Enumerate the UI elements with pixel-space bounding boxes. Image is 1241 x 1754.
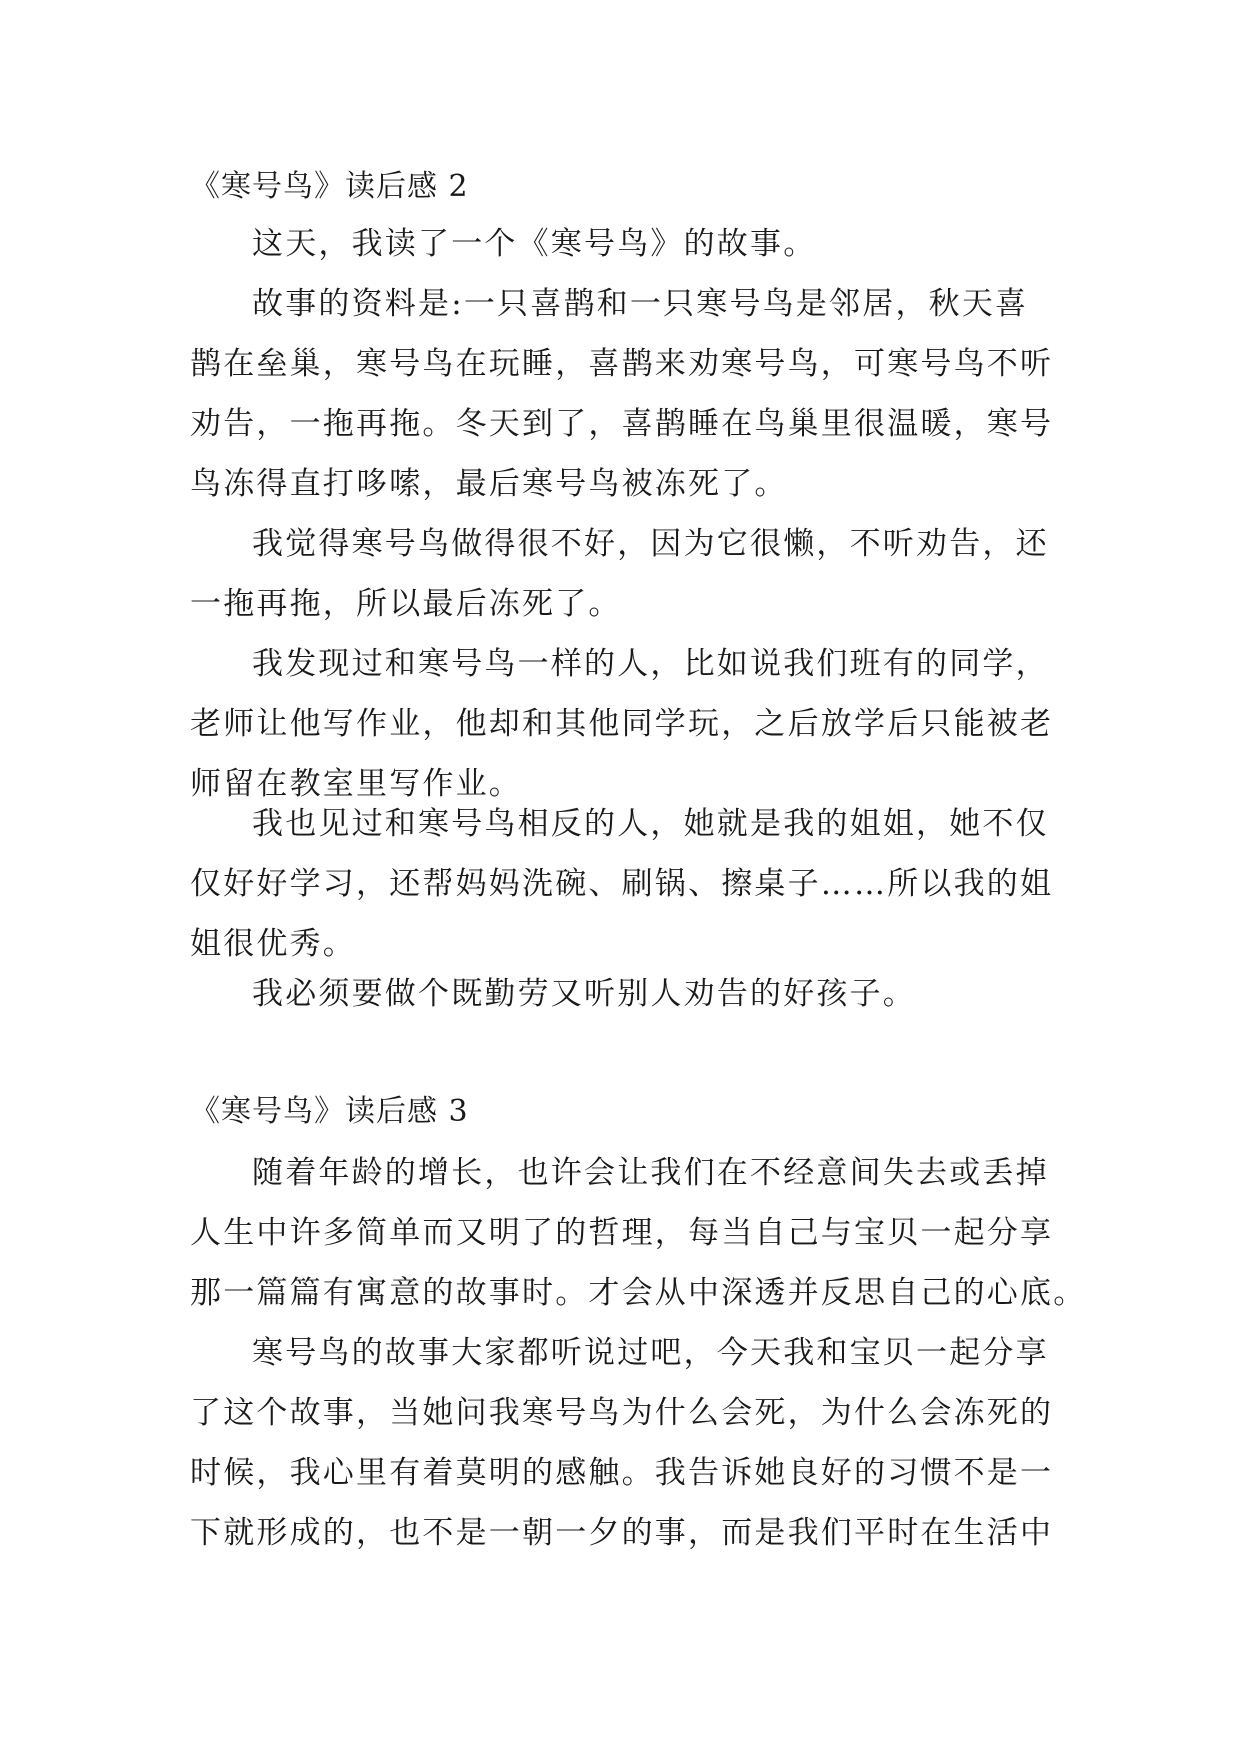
text-line: 寒号鸟的故事大家都听说过吧，今天我和宝贝一起分享 <box>252 1335 1049 1371</box>
text-line: 故事的资料是:一只喜鹊和一只寒号鸟是邻居，秋天喜 <box>252 286 1029 322</box>
paragraph <box>190 274 1053 514</box>
section-heading: 《寒号鸟》读后感 2 <box>190 169 469 204</box>
text-line: 这天，我读了一个《寒号鸟》的故事。 <box>252 226 817 262</box>
paragraph <box>190 214 816 274</box>
text-line: 我发现过和寒号鸟一样的人，比如说我们班有的同学， <box>252 646 1049 682</box>
text-line: 时候，我心里有着莫明的感触。我告诉她良好的习惯不是一 <box>190 1455 1054 1491</box>
text-line: 鹊在垒巢，寒号鸟在玩睡，喜鹊来劝寒号鸟，可寒号鸟不听 <box>190 346 1054 382</box>
paragraph <box>190 964 916 1024</box>
text-line: 了这个故事，当她问我寒号鸟为什么会死，为什么会冻死的 <box>190 1395 1054 1431</box>
text-line: 师留在教室里写作业。 <box>190 766 522 802</box>
paragraph <box>190 1323 1053 1563</box>
text-line: 随着年龄的增长，也许会让我们在不经意间失去或丢掉 <box>252 1155 1049 1191</box>
text-line: 姐很优秀。 <box>190 926 356 962</box>
text-line: 鸟冻得直打哆嗦，最后寒号鸟被冻死了。 <box>190 466 788 502</box>
text-line: 仅好好学习，还帮妈妈洗碗、刷锅、擦桌子……所以我的姐 <box>190 866 1054 902</box>
text-line: 老师让他写作业，他却和其他同学玩，之后放学后只能被老 <box>190 706 1054 742</box>
text-line: 那一篇篇有寓意的故事时。才会从中深透并反思自己的心底。 <box>190 1275 1087 1311</box>
text-line: 下就形成的，也不是一朝一夕的事，而是我们平时在生活中 <box>190 1515 1054 1551</box>
text-line: 一拖再拖，所以最后冻死了。 <box>190 586 622 622</box>
paragraph <box>190 794 1053 974</box>
section-heading: 《寒号鸟》读后感 3 <box>190 1094 469 1129</box>
paragraph <box>190 1143 1086 1323</box>
text-line: 我觉得寒号鸟做得很不好，因为它很懒，不听劝告，还 <box>252 526 1049 562</box>
text-line: 我必须要做个既勤劳又听别人劝告的好孩子。 <box>252 976 916 1012</box>
text-line: 劝告，一拖再拖。冬天到了，喜鹊睡在鸟巢里很温暖，寒号 <box>190 406 1054 442</box>
paragraph <box>190 514 1049 634</box>
text-line: 我也见过和寒号鸟相反的人，她就是我的姐姐，她不仅 <box>252 806 1049 842</box>
text-line: 人生中许多简单而又明了的哲理，每当自己与宝贝一起分享 <box>190 1215 1054 1251</box>
paragraph <box>190 634 1053 814</box>
